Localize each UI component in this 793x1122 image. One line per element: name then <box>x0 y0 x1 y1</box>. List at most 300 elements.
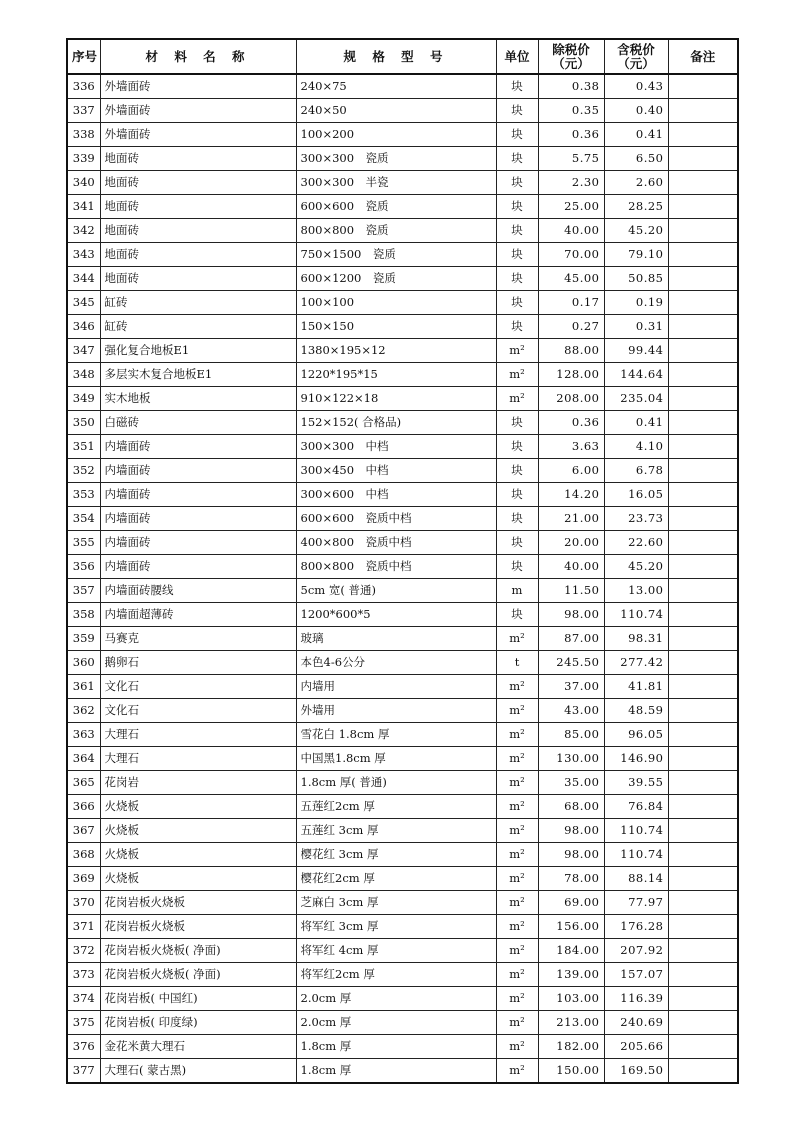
price-ex-tax-cell: 98.00 <box>538 843 604 867</box>
row-number-cell: 352 <box>67 459 100 483</box>
row-number-cell: 374 <box>67 987 100 1011</box>
price-ex-tax-cell: 0.35 <box>538 99 604 123</box>
note-cell <box>668 555 738 579</box>
material-name-cell: 白磁砖 <box>100 411 296 435</box>
spec-model-cell: 1.8cm 厚( 普通) <box>296 771 496 795</box>
material-name-cell: 实木地板 <box>100 387 296 411</box>
header-material-name: 材 料 名 称 <box>100 39 296 74</box>
price-in-tax-cell: 6.50 <box>604 147 668 171</box>
material-name-cell: 内墙面砖 <box>100 483 296 507</box>
unit-cell: m² <box>496 387 538 411</box>
unit-cell: m² <box>496 723 538 747</box>
row-number-cell: 342 <box>67 219 100 243</box>
price-ex-tax-cell: 245.50 <box>538 651 604 675</box>
table-body <box>67 74 738 1083</box>
price-in-tax-cell: 176.28 <box>604 915 668 939</box>
spec-model-cell: 樱花红2cm 厚 <box>296 867 496 891</box>
note-cell <box>668 867 738 891</box>
price-ex-tax-cell: 98.00 <box>538 819 604 843</box>
unit-cell: m² <box>496 963 538 987</box>
spec-model-cell: 300×300 瓷质 <box>296 147 496 171</box>
unit-cell: 块 <box>496 603 538 627</box>
price-in-tax-cell: 207.92 <box>604 939 668 963</box>
row-number-cell: 377 <box>67 1059 100 1084</box>
row-number-cell: 339 <box>67 147 100 171</box>
table-row <box>67 1059 738 1084</box>
note-cell <box>668 531 738 555</box>
price-in-tax-cell: 4.10 <box>604 435 668 459</box>
material-name-cell: 鹅卵石 <box>100 651 296 675</box>
spec-model-cell: 五莲红 3cm 厚 <box>296 819 496 843</box>
table-row <box>67 579 738 603</box>
spec-model-cell: 750×1500 瓷质 <box>296 243 496 267</box>
unit-cell: 块 <box>496 459 538 483</box>
material-name-cell: 缸砖 <box>100 291 296 315</box>
price-in-tax-cell: 205.66 <box>604 1035 668 1059</box>
table-row <box>67 651 738 675</box>
price-in-tax-cell: 169.50 <box>604 1059 668 1084</box>
unit-cell: m² <box>496 819 538 843</box>
table-row <box>67 291 738 315</box>
note-cell <box>668 171 738 195</box>
unit-cell: 块 <box>496 147 538 171</box>
price-in-tax-cell: 110.74 <box>604 843 668 867</box>
row-number-cell: 351 <box>67 435 100 459</box>
table-row <box>67 435 738 459</box>
price-in-tax-cell: 277.42 <box>604 651 668 675</box>
price-ex-tax-cell: 25.00 <box>538 195 604 219</box>
row-number-cell: 364 <box>67 747 100 771</box>
price-in-tax-cell: 240.69 <box>604 1011 668 1035</box>
material-name-cell: 地面砖 <box>100 147 296 171</box>
unit-cell: 块 <box>496 123 538 147</box>
note-cell <box>668 123 738 147</box>
table-row <box>67 195 738 219</box>
note-cell <box>668 435 738 459</box>
spec-model-cell: 1220*195*15 <box>296 363 496 387</box>
row-number-cell: 354 <box>67 507 100 531</box>
note-cell <box>668 387 738 411</box>
price-ex-tax-cell: 0.36 <box>538 123 604 147</box>
row-number-cell: 372 <box>67 939 100 963</box>
unit-cell: m² <box>496 747 538 771</box>
price-in-tax-cell: 13.00 <box>604 579 668 603</box>
unit-cell: m² <box>496 795 538 819</box>
material-name-cell: 文化石 <box>100 699 296 723</box>
price-ex-tax-cell: 139.00 <box>538 963 604 987</box>
row-number-cell: 365 <box>67 771 100 795</box>
note-cell <box>668 651 738 675</box>
unit-cell: 块 <box>496 195 538 219</box>
spec-model-cell: 1.8cm 厚 <box>296 1059 496 1084</box>
note-cell <box>668 363 738 387</box>
spec-model-cell: 1200*600*5 <box>296 603 496 627</box>
table-row <box>67 795 738 819</box>
note-cell <box>668 291 738 315</box>
row-number-cell: 360 <box>67 651 100 675</box>
row-number-cell: 359 <box>67 627 100 651</box>
price-in-tax-cell: 0.41 <box>604 123 668 147</box>
price-in-tax-cell: 96.05 <box>604 723 668 747</box>
material-price-table <box>66 38 739 1084</box>
note-cell <box>668 819 738 843</box>
row-number-cell: 356 <box>67 555 100 579</box>
material-name-cell: 内墙面砖 <box>100 435 296 459</box>
note-cell <box>668 963 738 987</box>
row-number-cell: 362 <box>67 699 100 723</box>
row-number-cell: 363 <box>67 723 100 747</box>
unit-cell: 块 <box>496 315 538 339</box>
header-no: 序号 <box>67 39 100 74</box>
price-ex-tax-cell: 98.00 <box>538 603 604 627</box>
price-ex-tax-cell: 156.00 <box>538 915 604 939</box>
unit-cell: m² <box>496 1035 538 1059</box>
note-cell <box>668 1035 738 1059</box>
unit-cell: 块 <box>496 435 538 459</box>
note-cell <box>668 723 738 747</box>
price-in-tax-cell: 45.20 <box>604 219 668 243</box>
note-cell <box>668 627 738 651</box>
material-name-cell: 内墙面砖 <box>100 555 296 579</box>
header-spec-model: 规 格 型 号 <box>296 39 496 74</box>
price-in-tax-cell: 110.74 <box>604 603 668 627</box>
unit-cell: 块 <box>496 243 538 267</box>
row-number-cell: 349 <box>67 387 100 411</box>
price-in-tax-cell: 0.19 <box>604 291 668 315</box>
material-name-cell: 花岗岩板火烧板( 净面) <box>100 939 296 963</box>
spec-model-cell: 樱花红 3cm 厚 <box>296 843 496 867</box>
price-ex-tax-cell: 6.00 <box>538 459 604 483</box>
row-number-cell: 358 <box>67 603 100 627</box>
material-name-cell: 内墙面砖腰线 <box>100 579 296 603</box>
spec-model-cell: 800×800 瓷质 <box>296 219 496 243</box>
price-in-tax-cell: 99.44 <box>604 339 668 363</box>
table-row <box>67 699 738 723</box>
material-name-cell: 外墙面砖 <box>100 123 296 147</box>
spec-model-cell: 中国黑1.8cm 厚 <box>296 747 496 771</box>
price-in-tax-cell: 22.60 <box>604 531 668 555</box>
material-name-cell: 地面砖 <box>100 195 296 219</box>
note-cell <box>668 267 738 291</box>
price-ex-tax-cell: 103.00 <box>538 987 604 1011</box>
price-in-tax-cell: 23.73 <box>604 507 668 531</box>
unit-cell: m² <box>496 1011 538 1035</box>
row-number-cell: 375 <box>67 1011 100 1035</box>
price-in-tax-cell: 110.74 <box>604 819 668 843</box>
row-number-cell: 370 <box>67 891 100 915</box>
table-row <box>67 675 738 699</box>
unit-cell: 块 <box>496 171 538 195</box>
row-number-cell: 348 <box>67 363 100 387</box>
unit-cell: m² <box>496 891 538 915</box>
row-number-cell: 355 <box>67 531 100 555</box>
price-ex-tax-cell: 87.00 <box>538 627 604 651</box>
price-ex-tax-cell: 11.50 <box>538 579 604 603</box>
material-name-cell: 强化复合地板E1 <box>100 339 296 363</box>
material-name-cell: 大理石( 蒙古黑) <box>100 1059 296 1084</box>
price-ex-tax-cell: 40.00 <box>538 555 604 579</box>
unit-cell: 块 <box>496 507 538 531</box>
unit-cell: m² <box>496 987 538 1011</box>
material-name-cell: 金花米黄大理石 <box>100 1035 296 1059</box>
row-number-cell: 371 <box>67 915 100 939</box>
material-name-cell: 大理石 <box>100 723 296 747</box>
note-cell <box>668 315 738 339</box>
spec-model-cell: 152×152( 合格品) <box>296 411 496 435</box>
material-name-cell: 火烧板 <box>100 843 296 867</box>
row-number-cell: 367 <box>67 819 100 843</box>
header-unit: 单位 <box>496 39 538 74</box>
table-row <box>67 987 738 1011</box>
spec-model-cell: 400×800 瓷质中档 <box>296 531 496 555</box>
note-cell <box>668 675 738 699</box>
price-ex-tax-cell: 85.00 <box>538 723 604 747</box>
price-ex-tax-cell: 130.00 <box>538 747 604 771</box>
spec-model-cell: 600×600 瓷质中档 <box>296 507 496 531</box>
note-cell <box>668 99 738 123</box>
row-number-cell: 373 <box>67 963 100 987</box>
price-ex-tax-cell: 182.00 <box>538 1035 604 1059</box>
unit-cell: m² <box>496 627 538 651</box>
table-row <box>67 387 738 411</box>
spec-model-cell: 300×450 中档 <box>296 459 496 483</box>
note-cell <box>668 747 738 771</box>
price-in-tax-cell: 157.07 <box>604 963 668 987</box>
spec-model-cell: 300×300 中档 <box>296 435 496 459</box>
material-name-cell: 花岗岩板火烧板 <box>100 891 296 915</box>
price-in-tax-cell: 77.97 <box>604 891 668 915</box>
note-cell <box>668 483 738 507</box>
note-cell <box>668 915 738 939</box>
spec-model-cell: 本色4-6公分 <box>296 651 496 675</box>
price-ex-tax-cell: 78.00 <box>538 867 604 891</box>
price-in-tax-cell: 39.55 <box>604 771 668 795</box>
table-row <box>67 963 738 987</box>
unit-cell: m² <box>496 771 538 795</box>
note-cell <box>668 219 738 243</box>
price-in-tax-cell: 146.90 <box>604 747 668 771</box>
spec-model-cell: 150×150 <box>296 315 496 339</box>
material-name-cell: 花岗岩板( 印度绿) <box>100 1011 296 1035</box>
unit-cell: m² <box>496 843 538 867</box>
spec-model-cell: 雪花白 1.8cm 厚 <box>296 723 496 747</box>
note-cell <box>668 891 738 915</box>
unit-cell: 块 <box>496 219 538 243</box>
unit-cell: m² <box>496 867 538 891</box>
note-cell <box>668 1011 738 1035</box>
price-in-tax-cell: 235.04 <box>604 387 668 411</box>
note-cell <box>668 507 738 531</box>
price-ex-tax-cell: 88.00 <box>538 339 604 363</box>
header-price-ex-tax <box>538 39 604 74</box>
table-row <box>67 507 738 531</box>
table-row <box>67 603 738 627</box>
row-number-cell: 353 <box>67 483 100 507</box>
price-ex-tax-cell: 5.75 <box>538 147 604 171</box>
note-cell <box>668 987 738 1011</box>
spec-model-cell: 玻璃 <box>296 627 496 651</box>
price-in-tax-cell: 6.78 <box>604 459 668 483</box>
table-row <box>67 74 738 99</box>
price-in-tax-cell: 41.81 <box>604 675 668 699</box>
unit-cell: 块 <box>496 267 538 291</box>
material-name-cell: 大理石 <box>100 747 296 771</box>
table-row <box>67 267 738 291</box>
note-cell <box>668 771 738 795</box>
table-row <box>67 1035 738 1059</box>
note-cell <box>668 195 738 219</box>
header-price-ex-tax-label: 除税价 （元） <box>552 41 590 71</box>
price-in-tax-cell: 0.41 <box>604 411 668 435</box>
note-cell <box>668 795 738 819</box>
price-in-tax-cell: 48.59 <box>604 699 668 723</box>
spec-model-cell: 1.8cm 厚 <box>296 1035 496 1059</box>
row-number-cell: 350 <box>67 411 100 435</box>
price-in-tax-cell: 79.10 <box>604 243 668 267</box>
price-ex-tax-cell: 150.00 <box>538 1059 604 1084</box>
note-cell <box>668 939 738 963</box>
note-cell <box>668 603 738 627</box>
material-name-cell: 花岗岩板火烧板 <box>100 915 296 939</box>
price-in-tax-cell: 50.85 <box>604 267 668 291</box>
unit-cell: 块 <box>496 291 538 315</box>
price-in-tax-cell: 0.43 <box>604 74 668 99</box>
price-in-tax-cell: 144.64 <box>604 363 668 387</box>
material-name-cell: 火烧板 <box>100 819 296 843</box>
note-cell <box>668 579 738 603</box>
spec-model-cell: 1380×195×12 <box>296 339 496 363</box>
material-name-cell: 地面砖 <box>100 243 296 267</box>
price-ex-tax-cell: 0.17 <box>538 291 604 315</box>
spec-model-cell: 300×600 中档 <box>296 483 496 507</box>
material-name-cell: 缸砖 <box>100 315 296 339</box>
price-ex-tax-cell: 37.00 <box>538 675 604 699</box>
unit-cell: m² <box>496 915 538 939</box>
price-ex-tax-cell: 14.20 <box>538 483 604 507</box>
table-row <box>67 627 738 651</box>
row-number-cell: 336 <box>67 74 100 99</box>
price-in-tax-cell: 88.14 <box>604 867 668 891</box>
price-in-tax-cell: 2.60 <box>604 171 668 195</box>
unit-cell: m <box>496 579 538 603</box>
price-ex-tax-cell: 21.00 <box>538 507 604 531</box>
spec-model-cell: 将军红 4cm 厚 <box>296 939 496 963</box>
row-number-cell: 366 <box>67 795 100 819</box>
table-row <box>67 819 738 843</box>
price-in-tax-cell: 45.20 <box>604 555 668 579</box>
unit-cell: m² <box>496 939 538 963</box>
row-number-cell: 361 <box>67 675 100 699</box>
row-number-cell: 346 <box>67 315 100 339</box>
table-row <box>67 843 738 867</box>
price-ex-tax-cell: 208.00 <box>538 387 604 411</box>
unit-cell: 块 <box>496 531 538 555</box>
price-ex-tax-cell: 3.63 <box>538 435 604 459</box>
price-ex-tax-cell: 35.00 <box>538 771 604 795</box>
price-in-tax-cell: 116.39 <box>604 987 668 1011</box>
spec-model-cell: 100×200 <box>296 123 496 147</box>
material-name-cell: 内墙面砖 <box>100 507 296 531</box>
material-name-cell: 地面砖 <box>100 219 296 243</box>
price-ex-tax-cell: 0.38 <box>538 74 604 99</box>
price-in-tax-cell: 28.25 <box>604 195 668 219</box>
price-ex-tax-cell: 69.00 <box>538 891 604 915</box>
note-cell <box>668 1059 738 1084</box>
table-row <box>67 243 738 267</box>
spec-model-cell: 600×600 瓷质 <box>296 195 496 219</box>
header-price-in-tax <box>604 39 668 74</box>
material-name-cell: 火烧板 <box>100 795 296 819</box>
price-ex-tax-cell: 70.00 <box>538 243 604 267</box>
table-row <box>67 555 738 579</box>
price-in-tax-cell: 0.40 <box>604 99 668 123</box>
material-name-cell: 内墙面砖 <box>100 531 296 555</box>
material-name-cell: 火烧板 <box>100 867 296 891</box>
spec-model-cell: 910×122×18 <box>296 387 496 411</box>
spec-model-cell: 外墙用 <box>296 699 496 723</box>
price-in-tax-cell: 76.84 <box>604 795 668 819</box>
header-price-in-tax-label: 含税价 （元） <box>617 41 655 71</box>
unit-cell: 块 <box>496 74 538 99</box>
note-cell <box>668 339 738 363</box>
table-row <box>67 771 738 795</box>
row-number-cell: 357 <box>67 579 100 603</box>
price-ex-tax-cell: 128.00 <box>538 363 604 387</box>
material-name-cell: 多层实木复合地板E1 <box>100 363 296 387</box>
note-cell <box>668 459 738 483</box>
spec-model-cell: 5cm 宽( 普通) <box>296 579 496 603</box>
material-name-cell: 马赛克 <box>100 627 296 651</box>
spec-model-cell: 内墙用 <box>296 675 496 699</box>
spec-model-cell: 将军红2cm 厚 <box>296 963 496 987</box>
unit-cell: m² <box>496 699 538 723</box>
row-number-cell: 368 <box>67 843 100 867</box>
table-row <box>67 171 738 195</box>
table-row <box>67 459 738 483</box>
header-note: 备注 <box>668 39 738 74</box>
note-cell <box>668 699 738 723</box>
spec-model-cell: 将军红 3cm 厚 <box>296 915 496 939</box>
price-in-tax-cell: 98.31 <box>604 627 668 651</box>
spec-model-cell: 2.0cm 厚 <box>296 1011 496 1035</box>
price-ex-tax-cell: 0.27 <box>538 315 604 339</box>
material-name-cell: 地面砖 <box>100 171 296 195</box>
unit-cell: m² <box>496 1059 538 1084</box>
price-ex-tax-cell: 2.30 <box>538 171 604 195</box>
price-ex-tax-cell: 40.00 <box>538 219 604 243</box>
spec-model-cell: 2.0cm 厚 <box>296 987 496 1011</box>
table-row <box>67 483 738 507</box>
table-row <box>67 363 738 387</box>
unit-cell: m² <box>496 339 538 363</box>
row-number-cell: 338 <box>67 123 100 147</box>
unit-cell: 块 <box>496 555 538 579</box>
note-cell <box>668 843 738 867</box>
material-name-cell: 地面砖 <box>100 267 296 291</box>
table-row <box>67 99 738 123</box>
table-header-row <box>67 39 738 74</box>
spec-model-cell: 800×800 瓷质中档 <box>296 555 496 579</box>
table-row <box>67 723 738 747</box>
table-row <box>67 915 738 939</box>
row-number-cell: 340 <box>67 171 100 195</box>
table-row <box>67 219 738 243</box>
material-name-cell: 花岗岩板火烧板( 净面) <box>100 963 296 987</box>
material-name-cell: 内墙面超薄砖 <box>100 603 296 627</box>
spec-model-cell: 300×300 半瓷 <box>296 171 496 195</box>
material-name-cell: 花岗岩 <box>100 771 296 795</box>
row-number-cell: 344 <box>67 267 100 291</box>
